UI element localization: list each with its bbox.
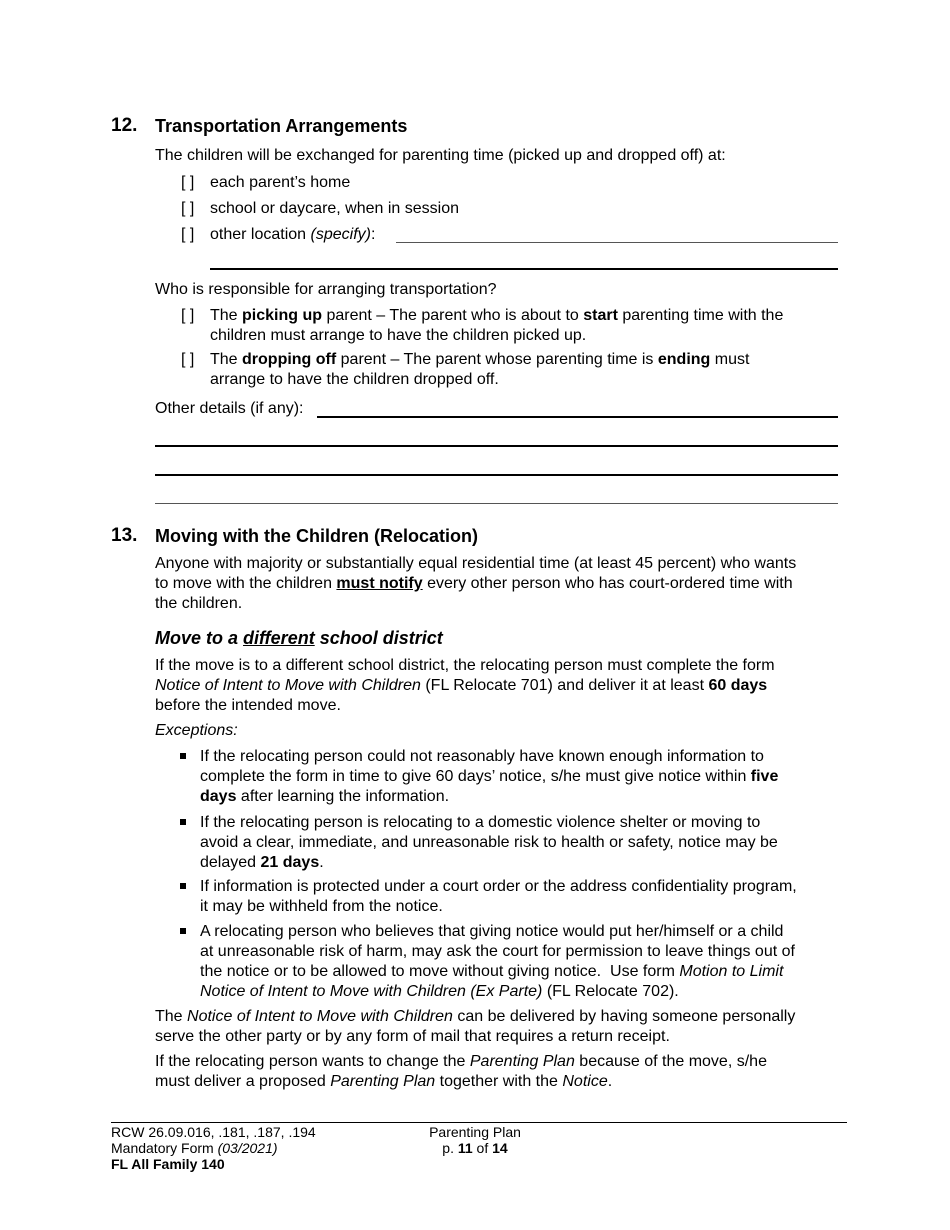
option-other-location-label: other location (specify):	[210, 226, 376, 243]
other-details-field-line-3[interactable]	[155, 474, 838, 476]
section-13-intro: Anyone with majority or substantially equal residential time (at least 45 percent) who wants to move with the children must notify every other person who has court-ordered time with the children.	[155, 555, 797, 612]
who-responsible-question: Who is responsible for arranging transportation?	[155, 281, 497, 298]
picking-up-parent-text: The picking up parent – The parent who is about to start parenting time with the children must arrange to have the children picked up.	[210, 307, 784, 344]
checkbox-parents-home[interactable]: [ ]	[181, 174, 195, 191]
bullet-icon	[180, 883, 186, 889]
bullet-icon	[180, 928, 186, 934]
exception-item-2: If the relocating person is relocating to a domestic violence shelter or moving to avoid a clear, immediate, and unreasonable risk to health or safety, notice may be delayed 21 days.	[200, 814, 778, 871]
checkbox-picking-up-parent[interactable]: [ ]	[181, 307, 195, 324]
exception-item-3: If information is protected under a court order or the address confidentiality program, it may be withheld from the notice.	[200, 878, 797, 915]
move-different-district-heading: Move to a different school district	[155, 628, 443, 648]
section-12-intro: The children will be exchanged for parenting time (picked up and dropped off) at:	[155, 147, 726, 164]
exception-item-4: A relocating person who believes that giving notice would put her/himself or a child at unreasonable risk of harm, may ask the court for permission to leave things out of the notice or to be allowed to move without giving notice. Use form Motion to Limit Notice of Intent to Move with Children (Ex Parte) (FL Relocate 702).	[200, 923, 795, 1000]
other-details-field-line-4[interactable]	[155, 503, 838, 504]
move-different-district-text: If the move is to a different school district, the relocating person must complete the form Notice of Intent to Move with Children (FL Relocate 701) and deliver it at least 60 days before the intended move.	[155, 657, 775, 714]
checkbox-other-location[interactable]: [ ]	[181, 226, 195, 243]
other-location-field[interactable]	[396, 242, 838, 243]
option-school-daycare-label: school or daycare, when in session	[210, 200, 460, 217]
section-12-title: Transportation Arrangements	[155, 116, 408, 136]
footer-left: RCW 26.09.016, .181, .187, .194 Mandatory Form (03/2021) FL All Family 140	[111, 1124, 316, 1172]
exception-item-1: If the relocating person could not reasonably have known enough information to complete the form in time to give 60 days’ notice, s/he must give notice within five days after learning the information.	[200, 748, 779, 805]
section-13-title: Moving with the Children (Relocation)	[155, 526, 478, 546]
section-12-number: 12.	[111, 115, 138, 136]
bullet-icon	[180, 753, 186, 759]
dropping-off-parent-text: The dropping off parent – The parent whose parenting time is ending must arrange to have the children dropped off.	[210, 351, 750, 388]
change-plan-paragraph: If the relocating person wants to change the Parenting Plan because of the move, s/he must deliver a proposed Parenting Plan together with the Notice.	[155, 1053, 767, 1090]
other-details-field[interactable]	[317, 416, 838, 418]
footer-center: Parenting Plan p. 11 of 14	[429, 1124, 521, 1156]
footer-divider	[111, 1122, 847, 1123]
other-details-field-line-2[interactable]	[155, 445, 838, 447]
exceptions-label: Exceptions:	[155, 722, 238, 739]
other-details-label: Other details (if any):	[155, 400, 304, 417]
delivery-paragraph: The Notice of Intent to Move with Children can be delivered by having someone personally serve the other party or by any form of mail that requires a return receipt.	[155, 1008, 796, 1045]
checkbox-dropping-off-parent[interactable]: [ ]	[181, 351, 195, 368]
other-location-field-line-2[interactable]	[210, 268, 838, 270]
bullet-icon	[180, 819, 186, 825]
checkbox-school-daycare[interactable]: [ ]	[181, 200, 195, 217]
option-parents-home-label: each parent’s home	[210, 174, 351, 191]
section-13-number: 13.	[111, 525, 138, 546]
